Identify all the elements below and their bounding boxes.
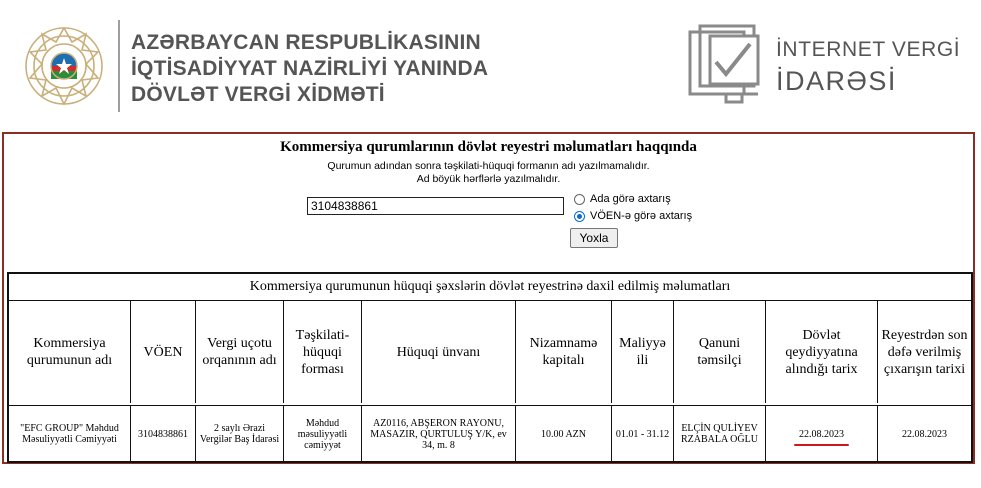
registration-date-value: 22.08.2023 [799, 428, 844, 440]
cell-charter-capital: 10.00 AZN [516, 406, 612, 462]
header-divider [118, 20, 120, 112]
org-line-1: AZƏRBAYCAN RESPUBLİKASININ [131, 31, 481, 54]
header-fiscal-year: Maliyyə ili [612, 301, 674, 403]
cell-legal-address: AZ0116, ABŞERON RAYONU, MASAZIR, QURTULUŞ Y/K, ev 34, m. 8 [362, 406, 516, 462]
check-button[interactable]: Yoxla [570, 228, 618, 248]
computer-check-icon [686, 24, 762, 106]
org-line-3: DÖVLƏT VERGİ XİDMƏTİ [131, 83, 385, 106]
cell-legal-form: Məhdud məsuliyyətli cəmiyyət [284, 406, 362, 462]
header-legal-address: Hüquqi ünvanı [362, 301, 516, 403]
cell-registration-date [766, 406, 878, 462]
note-form-name: Qurumun adından sonra təşkilati-hüquqi formanın adı yazılmamalıdır. [327, 160, 650, 172]
radio-button-voen[interactable] [574, 211, 585, 222]
search-input[interactable]: 3104838861 [307, 197, 564, 215]
header-company-name: Kommersiya qurumunun adı [9, 301, 131, 403]
emblem-icon [22, 22, 106, 110]
cell-legal-representative: ELÇİN QULİYEV RZABALA OĞLU [674, 406, 766, 462]
table-row [9, 405, 971, 462]
table-header-row [9, 301, 971, 403]
header-tax-office: Vergi uçotu orqanının adı [196, 301, 284, 403]
site-header [0, 0, 981, 128]
cell-tax-office: 2 saylı Ərazi Vergilər Baş İdarəsi [196, 406, 284, 462]
header-legal-form: Təşkilati-hüquqi forması [284, 301, 362, 403]
radio-button-name[interactable] [574, 194, 585, 205]
header-registration-date: Dövlət qeydiyyatına alındığı tarix [766, 301, 878, 403]
service-line-1: İNTERNET VERGİ [776, 38, 961, 61]
radio-search-by-voen[interactable] [574, 210, 692, 222]
header-voen: VÖEN [131, 301, 196, 403]
note-uppercase: Ad böyük hərflərlə yazılmalıdır. [416, 173, 561, 185]
table-caption: Kommersiya qurumunun hüquqi şəxslərin dövlət reyestrinə daxil edilmiş məlumatları [9, 274, 971, 301]
cell-company-name: "EFC GROUP" Məhdud Məsuliyyətli Cəmiyyəti [9, 406, 131, 462]
registry-panel [2, 132, 975, 464]
cell-extract-date: 22.08.2023 [902, 428, 947, 440]
radio-search-by-name[interactable] [574, 193, 671, 205]
cell-voen: 3104838861 [131, 406, 196, 462]
radio-name-label: Ada görə axtarış [590, 193, 671, 205]
registry-table [7, 272, 973, 463]
org-line-2: İQTİSADİYYAT NAZİRLİYİ YANINDA [131, 57, 489, 80]
header-extract-date: Reyestrdən son dəfə verilmiş çıxarışın tarixi [881, 327, 968, 377]
panel-title: Kommersiya qurumlarının dövlət reyestri məlumatları haqqında [280, 139, 697, 155]
header-charter-capital: Nizamnamə kapitalı [516, 301, 612, 403]
cell-fiscal-year: 01.01 - 31.12 [612, 406, 674, 462]
service-name [776, 36, 960, 98]
organization-name [131, 30, 488, 108]
header-legal-representative: Qanuni təmsilçi [674, 301, 766, 403]
radio-voen-label: VÖEN-ə görə axtarış [590, 210, 693, 222]
service-line-2: İDARƏSİ [776, 66, 897, 96]
